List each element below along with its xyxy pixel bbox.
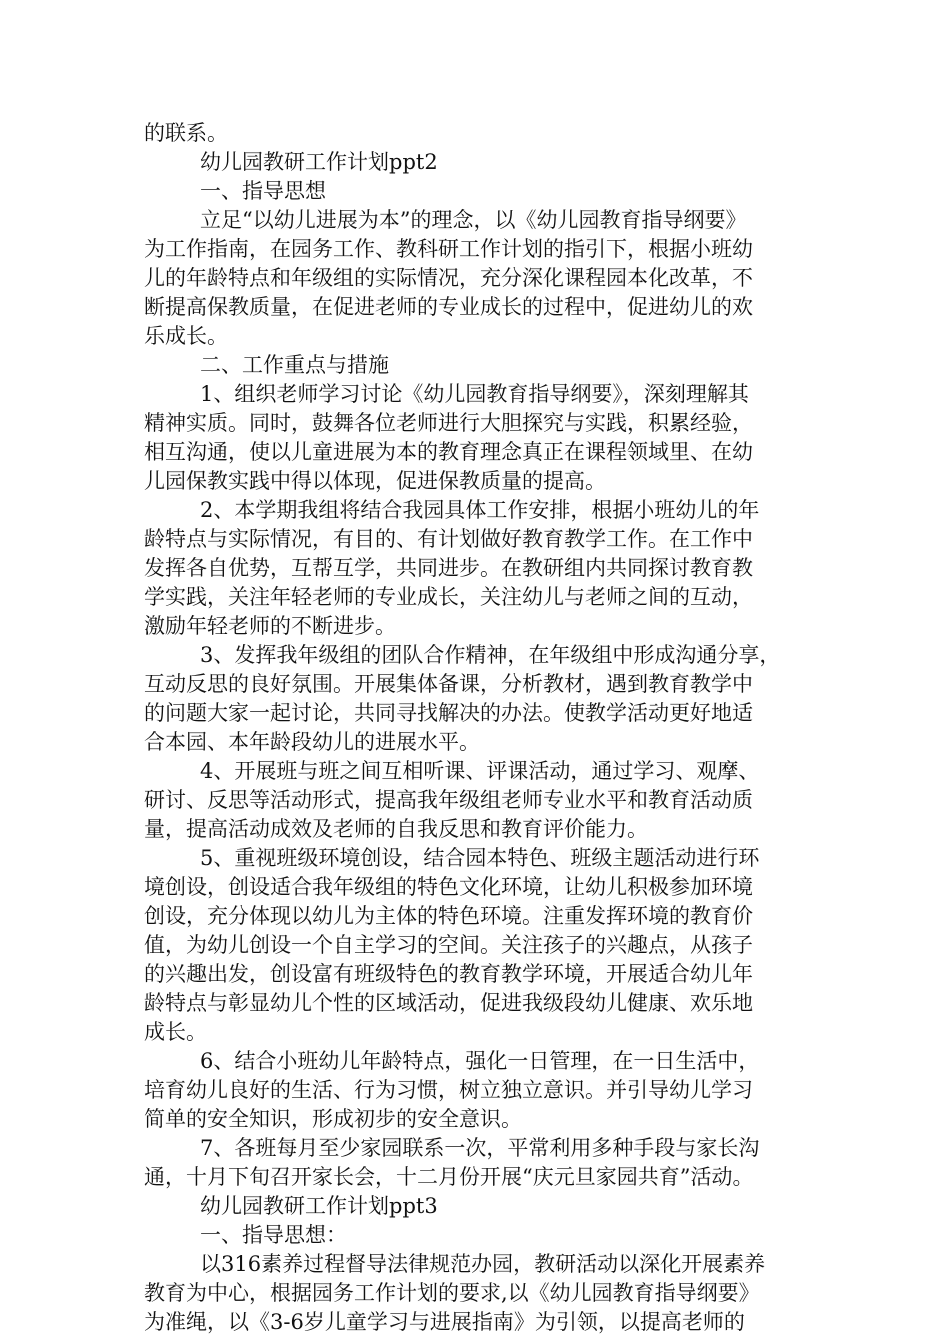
subheading: 一、指导思想 xyxy=(200,179,326,203)
text-line: 为工作指南，在园务工作、教科研工作计划的指引下，根据小班幼 xyxy=(144,237,753,261)
section-heading: 幼儿园教研工作计划ppt3 xyxy=(200,1194,438,1218)
text-line: 相互沟通，使以儿童进展为本的教育理念真正在课程领域里、在幼 xyxy=(144,440,753,464)
text-line: 的联系。 xyxy=(144,121,228,145)
text-line: 7、各班每月至少家园联系一次，平常利用多种手段与家长沟 xyxy=(200,1136,760,1160)
text-line: 的兴趣出发，创设富有班级特色的教育教学环境，开展适合幼儿年 xyxy=(144,962,753,986)
text-line: 发挥各自优势，互帮互学，共同进步。在教研组内共同探讨教育教 xyxy=(144,556,753,580)
text-line: 研讨、反思等活动形式，提高我年级组老师专业水平和教育活动质 xyxy=(144,788,753,812)
text-line: 2、本学期我组将结合我园具体工作安排，根据小班幼儿的年 xyxy=(200,498,760,522)
text-line: 3、发挥我年级组的团队合作精神，在年级组中形成沟通分享， xyxy=(200,643,781,667)
text-line: 量，提高活动成效及老师的自我反思和教育评价能力。 xyxy=(144,817,648,841)
text-line: 为准绳，以《3-6岁儿童学习与进展指南》为引领，以提高老师的 xyxy=(144,1310,745,1334)
text-line: 立足“以幼儿进展为本”的理念，以《幼儿园教育指导纲要》 xyxy=(200,208,747,232)
section-heading: 幼儿园教研工作计划ppt2 xyxy=(200,150,438,174)
text-line: 通，十月下旬召开家长会，十二月份开展“庆元旦家园共育”活动。 xyxy=(144,1165,754,1189)
text-line: 境创设，创设适合我年级组的特色文化环境，让幼儿积极参加环境 xyxy=(144,875,753,899)
text-line: 儿的年龄特点和年级组的实际情况，充分深化课程园本化改革，不 xyxy=(144,266,753,290)
subheading: 二、工作重点与措施 xyxy=(200,353,389,377)
text-line: 简单的安全知识，形成初步的安全意识。 xyxy=(144,1107,522,1131)
text-line: 6、结合小班幼儿年龄特点，强化一日管理，在一日生活中， xyxy=(200,1049,760,1073)
text-line: 合本园、本年龄段幼儿的进展水平。 xyxy=(144,730,480,754)
text-line: 4、开展班与班之间互相听课、评课活动，通过学习、观摩、 xyxy=(200,759,760,783)
text-line: 激励年轻老师的不断进步。 xyxy=(144,614,396,638)
text-line: 龄特点与实际情况，有目的、有计划做好教育教学工作。在工作中 xyxy=(144,527,753,551)
text-line: 精神实质。同时，鼓舞各位老师进行大胆探究与实践，积累经验， xyxy=(144,411,753,435)
text-line: 教育为中心，根据园务工作计划的要求,以《幼儿园教育指导纲要》 xyxy=(144,1281,760,1305)
text-line: 成长。 xyxy=(144,1020,207,1044)
subheading: 一、指导思想： xyxy=(200,1223,347,1247)
text-line: 值，为幼儿创设一个自主学习的空间。关注孩子的兴趣点，从孩子 xyxy=(144,933,753,957)
text-line: 龄特点与彰显幼儿个性的区域活动，促进我级段幼儿健康、欢乐地 xyxy=(144,991,753,1015)
text-line: 以316素养过程督导法律规范办园，教研活动以深化开展素养 xyxy=(200,1252,766,1276)
text-line: 学实践，关注年轻老师的专业成长，关注幼儿与老师之间的互动， xyxy=(144,585,753,609)
text-line: 培育幼儿良好的生活、行为习惯，树立独立意识。并引导幼儿学习 xyxy=(144,1078,753,1102)
text-line: 儿园保教实践中得以体现，促进保教质量的提高。 xyxy=(144,469,606,493)
text-line: 断提高保教质量，在促进老师的专业成长的过程中，促进幼儿的欢 xyxy=(144,295,753,319)
text-line: 创设，充分体现以幼儿为主体的特色环境。注重发挥环境的教育价 xyxy=(144,904,753,928)
text-line: 5、重视班级环境创设，结合园本特色、班级主题活动进行环 xyxy=(200,846,760,870)
text-line: 1、组织老师学习讨论《幼儿园教育指导纲要》，深刻理解其 xyxy=(200,382,749,406)
text-line: 的问题大家一起讨论，共同寻找解决的办法。使教学活动更好地适 xyxy=(144,701,753,725)
text-line: 乐成长。 xyxy=(144,324,228,348)
text-line: 互动反思的良好氛围。开展集体备课，分析教材，遇到教育教学中 xyxy=(144,672,753,696)
